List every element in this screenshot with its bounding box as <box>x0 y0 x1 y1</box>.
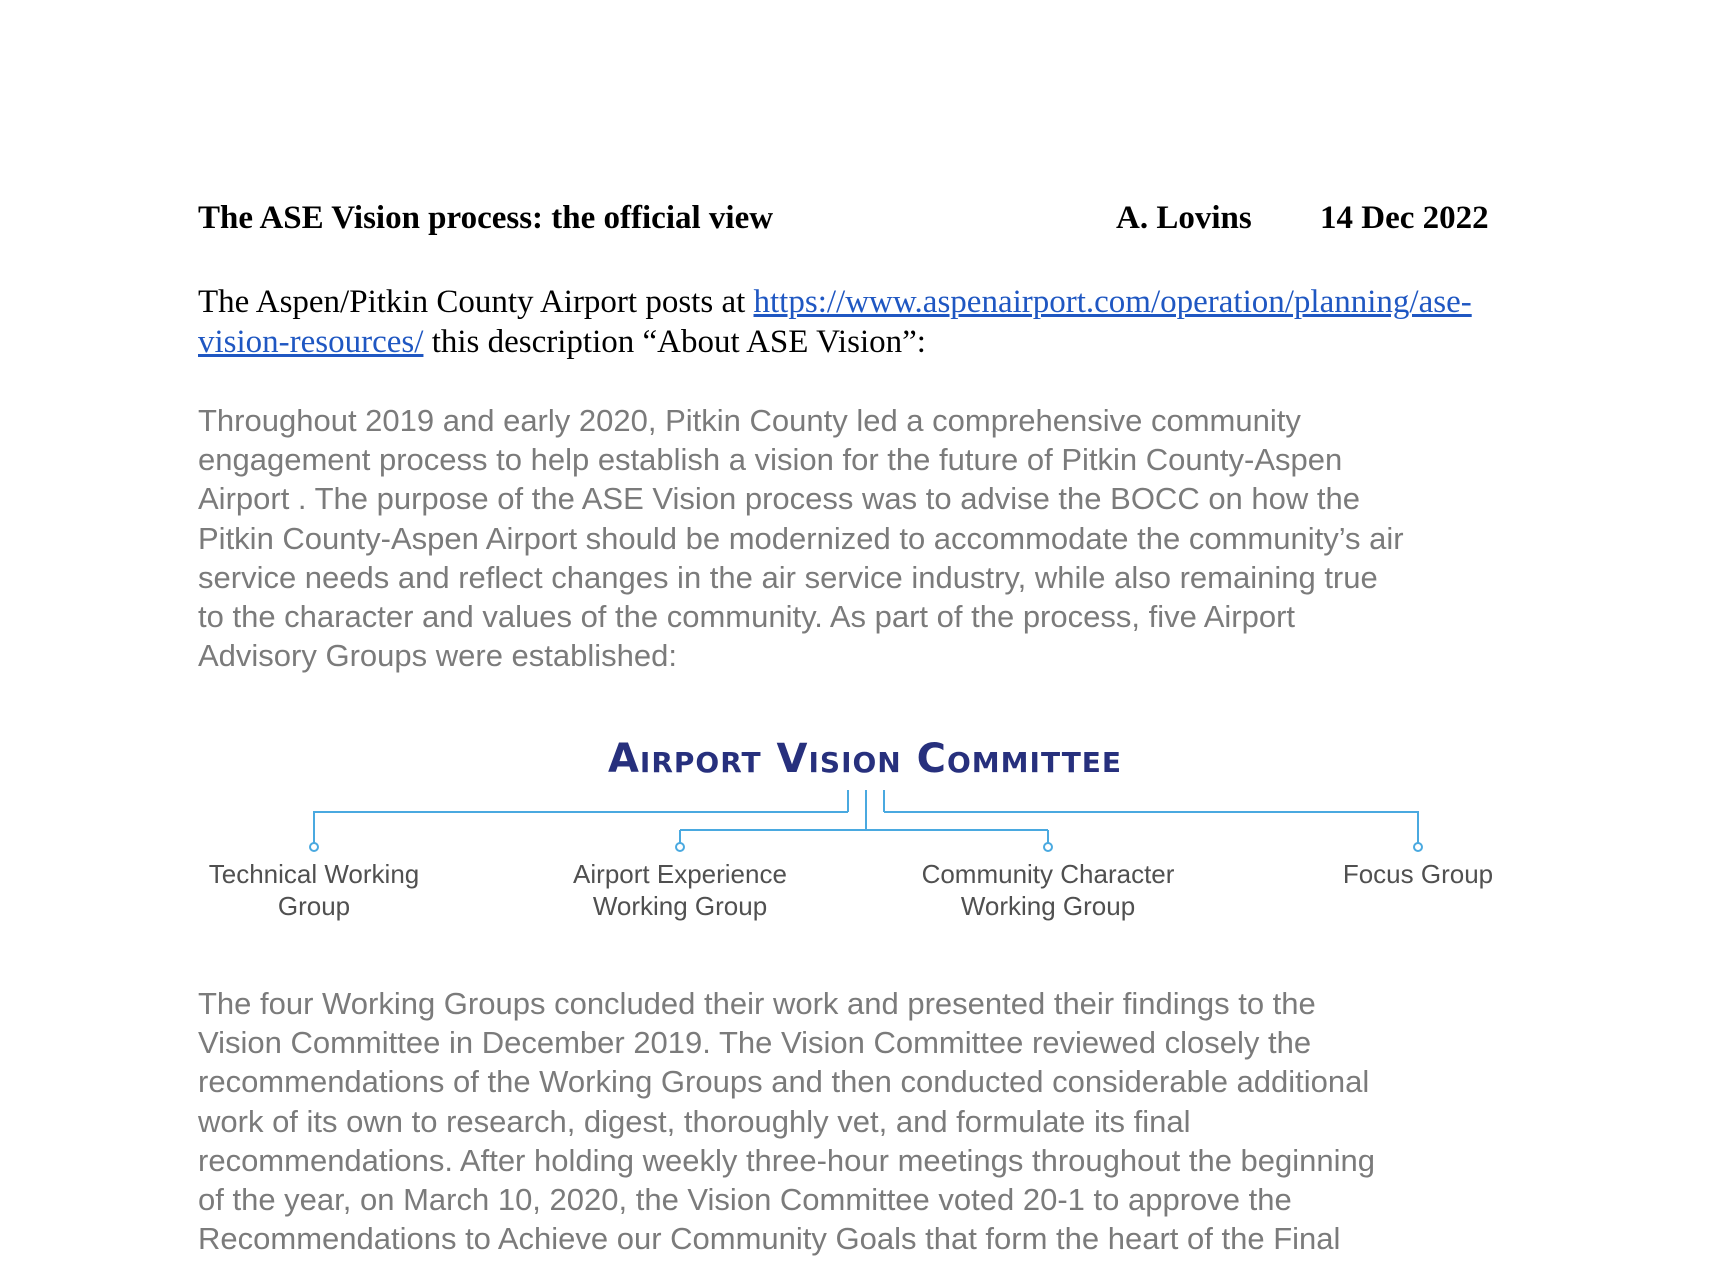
group-label-line: Focus Group <box>1342 859 1494 889</box>
airport-resources-link-continued[interactable]: vision-resources/ <box>198 324 424 360</box>
technical-working-group-label <box>154 858 474 922</box>
node-technical <box>310 843 318 851</box>
quote-line: engagement process to help establish a vision for the future of Pitkin County-Aspen <box>198 442 1343 478</box>
focus-group-label <box>1258 858 1578 890</box>
quote-line: Recommendations to Achieve our Community Goals that form the heart of the Final <box>198 1221 1341 1257</box>
airport-experience-working-group-label <box>520 858 840 922</box>
group-label-line: Working Group <box>592 891 768 921</box>
quote-line: work of its own to research, digest, thoroughly vet, and formulate its final <box>198 1103 1191 1139</box>
quote-line: of the year, on March 10, 2020, the Vision Committee voted 20-1 to approve the <box>198 1182 1292 1218</box>
quote-line: Pitkin County-Aspen Airport should be modernized to accommodate the community’s air <box>198 520 1404 556</box>
intro-text-end: this description “About ASE Vision”: <box>423 324 926 360</box>
intro-text: The Aspen/Pitkin County Airport posts at <box>198 284 754 320</box>
node-airport-experience <box>676 843 684 851</box>
org-chart-title: Airport Vision Committee <box>607 736 1123 782</box>
quote-line: recommendations of the Working Groups and then conducted considerable additional <box>198 1064 1370 1100</box>
airport-resources-link[interactable]: https://www.aspenairport.com/operation/planning/ase- <box>753 284 1472 320</box>
document-title: The ASE Vision process: the official view <box>198 200 774 236</box>
quote-line: Vision Committee in December 2019. The Vision Committee reviewed closely the <box>198 1025 1312 1061</box>
quote-line: to the character and values of the community. As part of the process, five Airport <box>198 599 1296 635</box>
quote-line: service needs and reflect changes in the air service industry, while also remaining true <box>198 559 1378 595</box>
group-label-line: Group <box>277 891 351 921</box>
group-label-line: Technical Working <box>208 859 420 889</box>
quote-line: Advisory Groups were established: <box>198 638 678 674</box>
group-label-line: Community Character <box>921 859 1175 889</box>
community-character-working-group-label <box>888 858 1208 922</box>
document-author: A. Lovins <box>1116 200 1252 236</box>
group-label-line: Working Group <box>960 891 1136 921</box>
quote-line: The four Working Groups concluded their work and presented their findings to the <box>198 986 1316 1021</box>
node-community-character <box>1044 843 1052 851</box>
quote-line: Throughout 2019 and early 2020, Pitkin County led a comprehensive community <box>198 403 1301 438</box>
group-label-line: Airport Experience <box>573 859 787 889</box>
working-groups-paragraph <box>198 984 1558 1258</box>
connector-focus <box>884 812 1418 843</box>
quote-line: Airport . The purpose of the ASE Vision process was to advise the BOCC on how the <box>198 481 1360 517</box>
connector-technical <box>314 812 848 843</box>
node-focus <box>1414 843 1422 851</box>
document-date: 14 Dec 2022 <box>1320 200 1489 236</box>
quote-line: recommendations. After holding weekly three-hour meetings throughout the beginning <box>198 1142 1376 1178</box>
